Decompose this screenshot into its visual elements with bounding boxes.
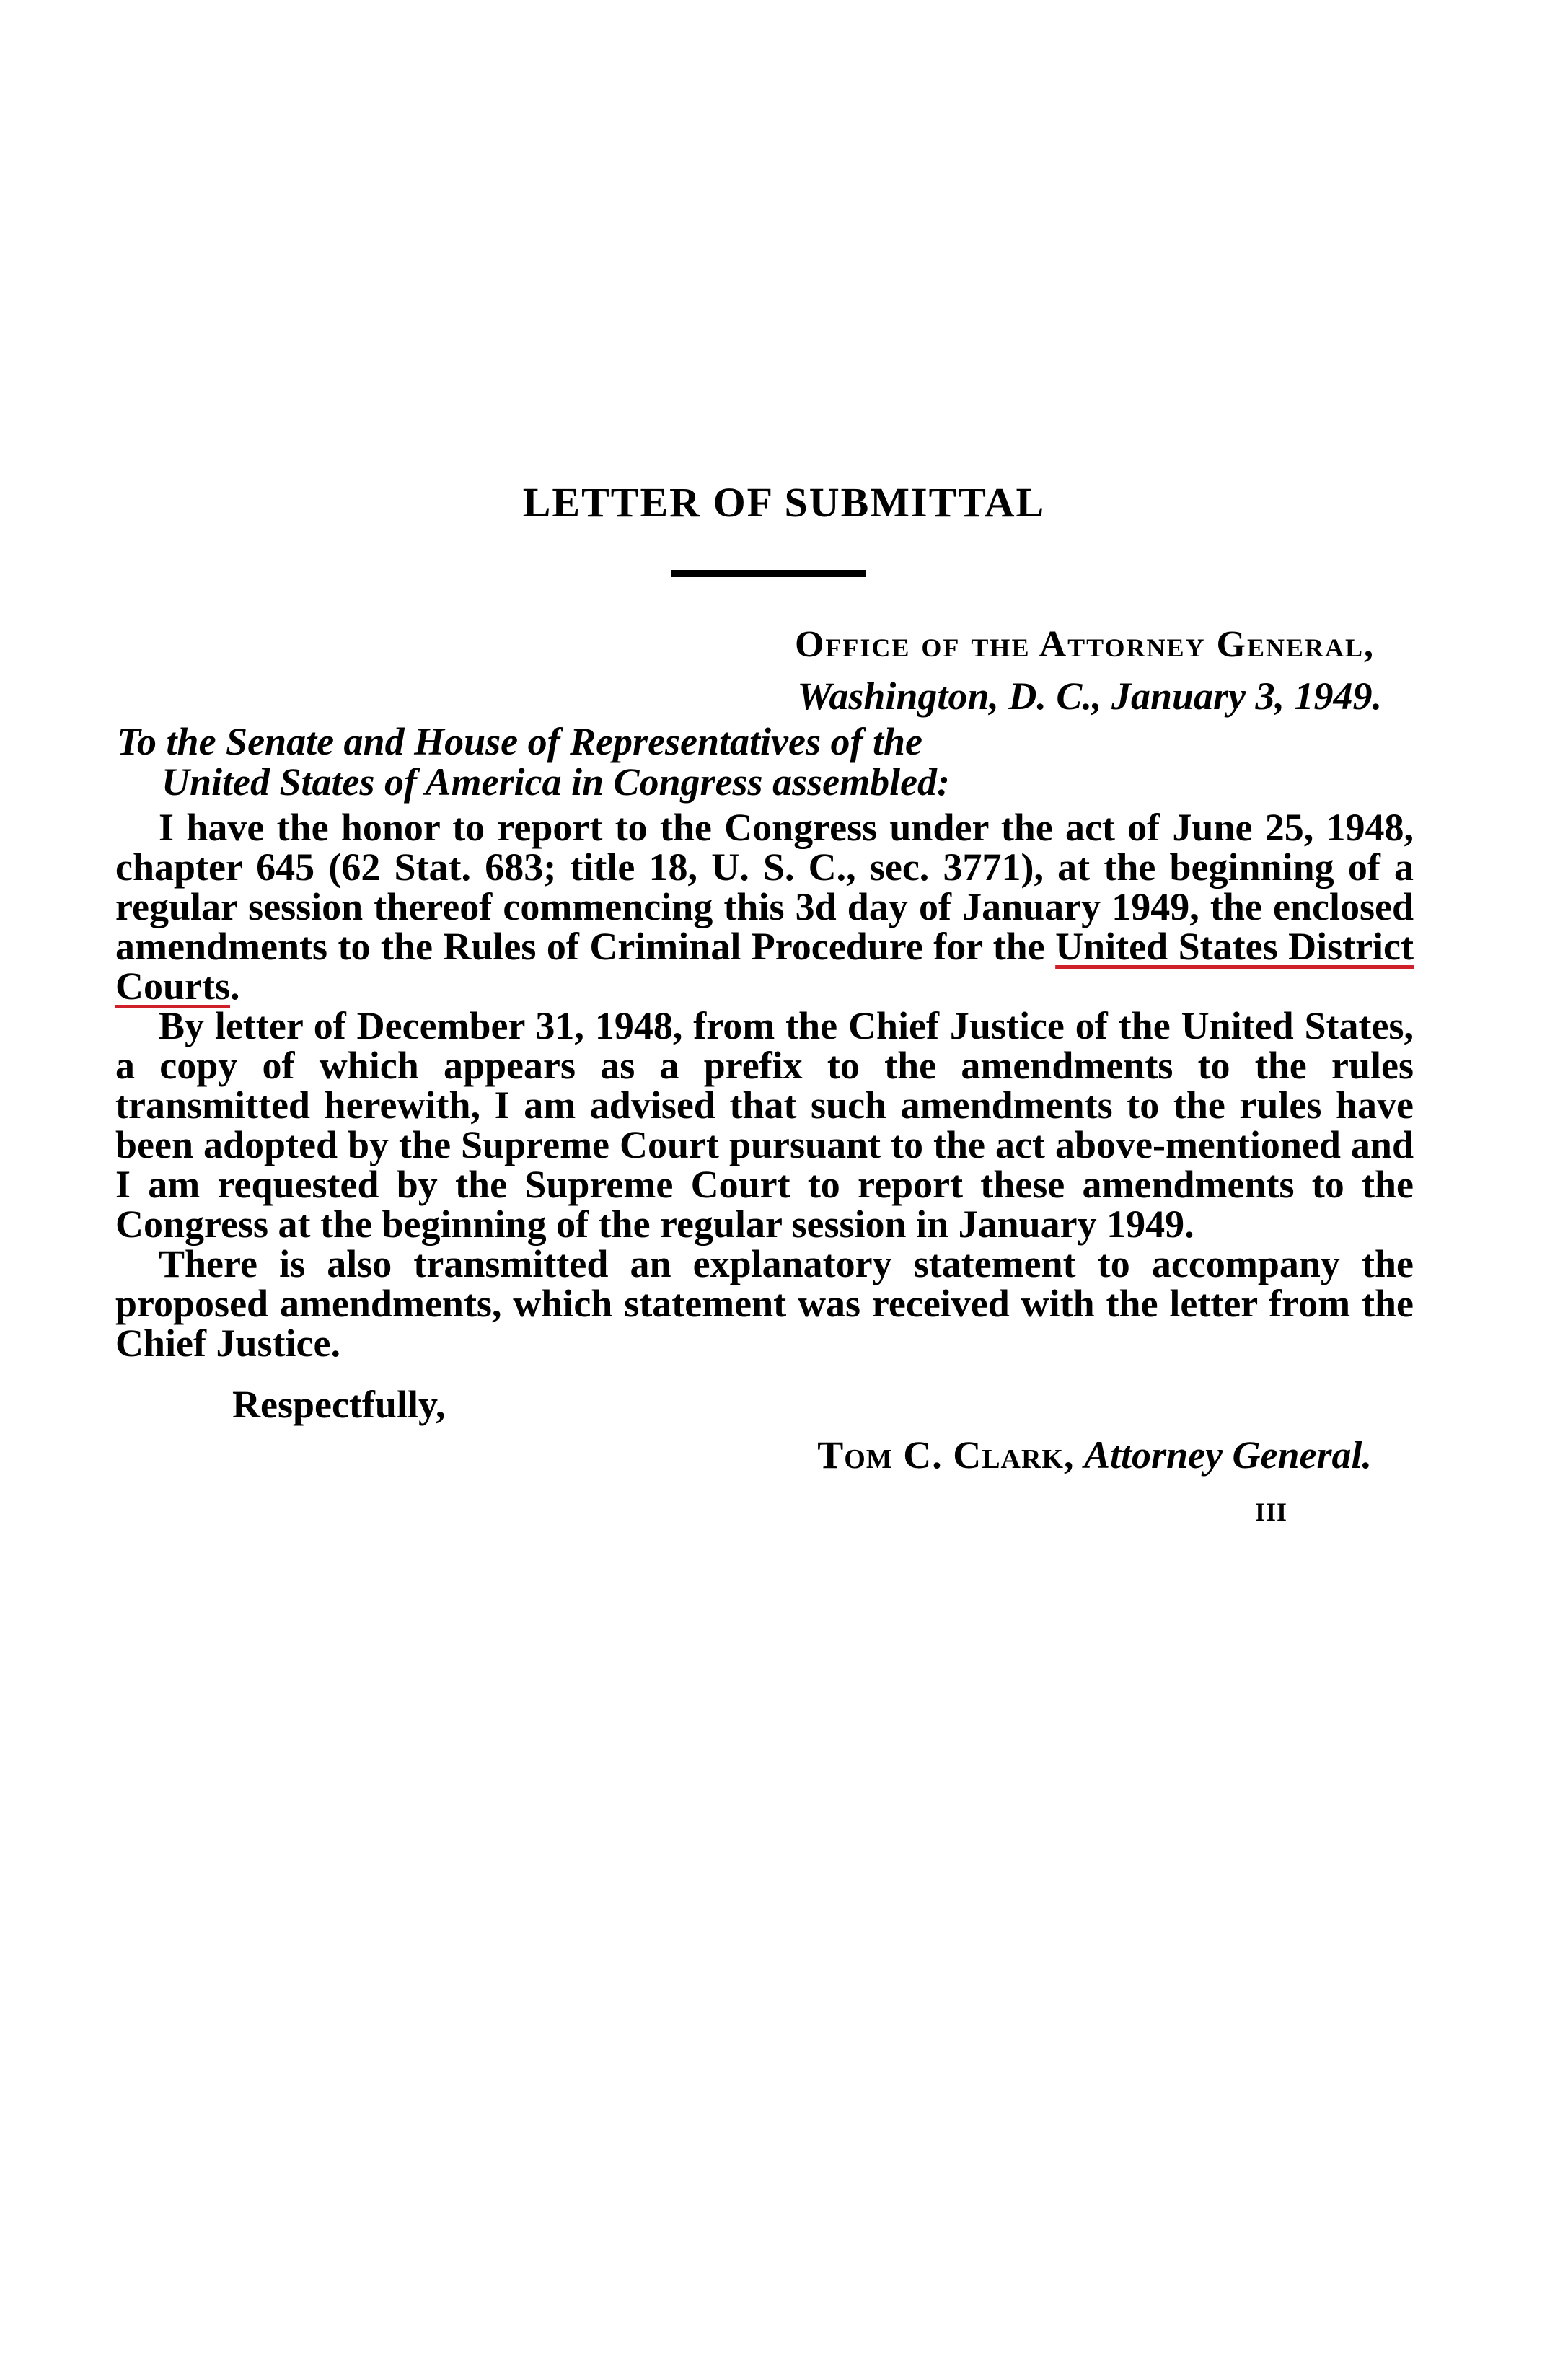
signature-block — [817, 1433, 1372, 1477]
underlined-phrase: United States District Courts — [115, 925, 1414, 1008]
paragraph-2: By letter of December 31, 1948, from the Chief Justice of the United States, a copy of which appears as a prefix to the amendments to the rules transmitted herewith, I am advised that such amendments to the rules have been adopted by the Supreme Court pursuant to the act above-mentioned and I am requested by the Supreme Court to report these amendments to the Congress at the beginning of the regular session in January 1949. — [115, 1004, 1414, 1246]
paragraph-1-end: . — [230, 964, 240, 1008]
salutation-line-1: To the Senate and House of Representatives of the — [117, 720, 922, 763]
title-divider — [671, 570, 866, 577]
closing: Respectfully, — [232, 1383, 446, 1426]
letter-body — [115, 808, 1414, 1363]
signature-name: Tom C. Clark, — [817, 1433, 1075, 1477]
page-number: III — [1255, 1498, 1288, 1526]
salutation-line-2: United States of America in Congress assembled: — [162, 760, 951, 804]
paragraph-3: There is also transmitted an explanatory statement to accompany the proposed amendments, which statement was received with the letter from the Chief Justice. — [115, 1242, 1414, 1365]
paragraph-1 — [115, 808, 1414, 1006]
page-title: LETTER OF SUBMITTAL — [522, 479, 1046, 526]
paragraph-1-text: I have the honor to report to the Congress under the act of June 25, 1948, chapter 645 (62 Stat. 683; title 18, U. S. C., sec. 3771), at the beginning of a regular session thereof commencing this 3d day of January 1949, the enclosed amendments to the Rules of Criminal Procedure for the — [115, 806, 1414, 968]
salutation — [117, 721, 950, 802]
dateline: Washington, D. C., January 3, 1949. — [797, 674, 1382, 718]
office-heading: Office of the Attorney General, — [794, 624, 1375, 665]
signature-title: Attorney General. — [1084, 1433, 1372, 1477]
